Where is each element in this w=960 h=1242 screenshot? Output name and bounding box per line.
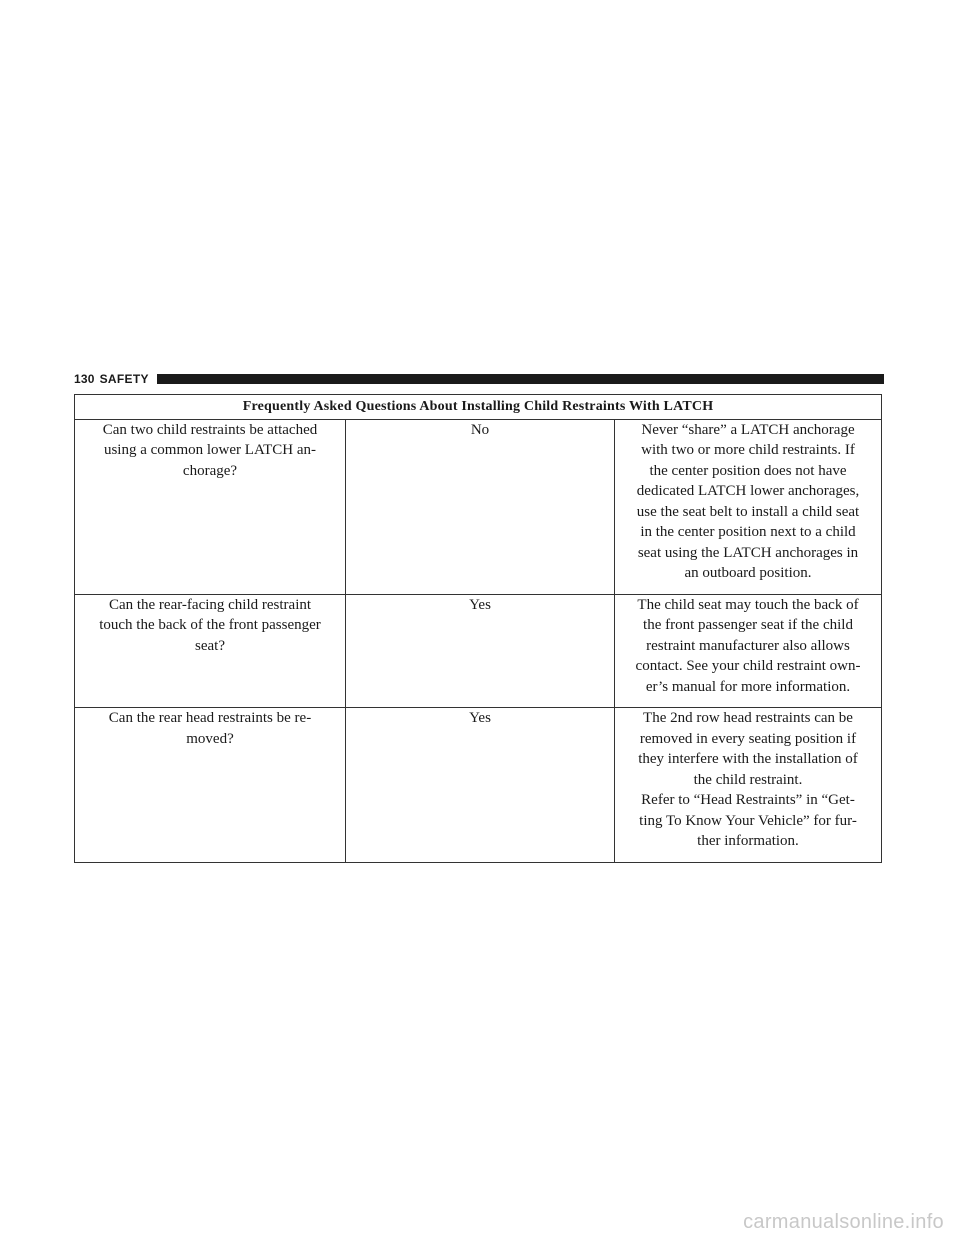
- details-line: with two or more child restraints. If: [641, 442, 855, 458]
- page-header: [74, 372, 884, 386]
- question-cell: [75, 594, 346, 708]
- question-line: seat?: [195, 637, 225, 654]
- details-line: contact. See your child restraint own-: [635, 658, 861, 674]
- details-line: restraint manufacturer also allows: [646, 637, 850, 654]
- table-row: [75, 594, 882, 708]
- page-number: 130: [74, 372, 95, 386]
- details-cell: [615, 419, 882, 594]
- details-line: they interfere with the installation of: [638, 751, 858, 767]
- question-line: moved?: [186, 730, 234, 747]
- details-line: er’s manual for more information.: [645, 678, 851, 695]
- answer-cell: Yes: [346, 708, 615, 863]
- table-row: [75, 708, 882, 863]
- question-line: using a common lower LATCH an-: [103, 442, 317, 458]
- details-line: The 2nd row head restraints can be: [643, 710, 853, 726]
- table-title: Frequently Asked Questions About Installing Child Restraints With LATCH: [75, 395, 882, 420]
- details-line: The child seat may touch the back of: [637, 596, 859, 613]
- details-line: the front passenger seat if the child: [643, 617, 853, 633]
- details-line: ther information.: [697, 833, 799, 849]
- question-line: touch the back of the front passenger: [99, 617, 321, 633]
- details-line: ting To Know Your Vehicle” for fur-: [639, 812, 857, 829]
- details-line: use the seat belt to install a child seat: [636, 503, 860, 520]
- question-line: Can the rear-facing child restraint: [108, 596, 312, 613]
- answer-cell: Yes: [346, 594, 615, 708]
- header-rule: [157, 374, 884, 384]
- question-cell: [75, 419, 346, 594]
- table-row: [75, 419, 882, 594]
- details-line: dedicated LATCH lower anchorages,: [636, 483, 860, 499]
- watermark: carmanualsonline.info: [743, 1211, 944, 1233]
- section-name: SAFETY: [99, 372, 149, 386]
- details-cell: [615, 594, 882, 708]
- question-line: Can two child restraints be attached: [102, 421, 318, 438]
- question-line: chorage?: [182, 462, 238, 479]
- question-line: Can the rear head restraints be re-: [108, 710, 312, 726]
- latch-faq-table: [74, 394, 882, 863]
- details-line: seat using the LATCH anchorages in: [637, 544, 859, 561]
- details-line: in the center position next to a child: [640, 524, 856, 540]
- details-line: removed in every seating position if: [639, 730, 857, 747]
- table-title-row: [75, 395, 882, 420]
- details-line: Refer to “Head Restraints” in “Get-: [641, 792, 855, 808]
- answer-cell: No: [346, 419, 615, 594]
- details-line: the center position does not have: [649, 462, 847, 479]
- details-line: Never “share” a LATCH anchorage: [641, 421, 855, 438]
- details-cell: [615, 708, 882, 863]
- details-line: the child restraint.: [693, 771, 803, 788]
- details-line: an outboard position.: [684, 565, 812, 581]
- question-cell: [75, 708, 346, 863]
